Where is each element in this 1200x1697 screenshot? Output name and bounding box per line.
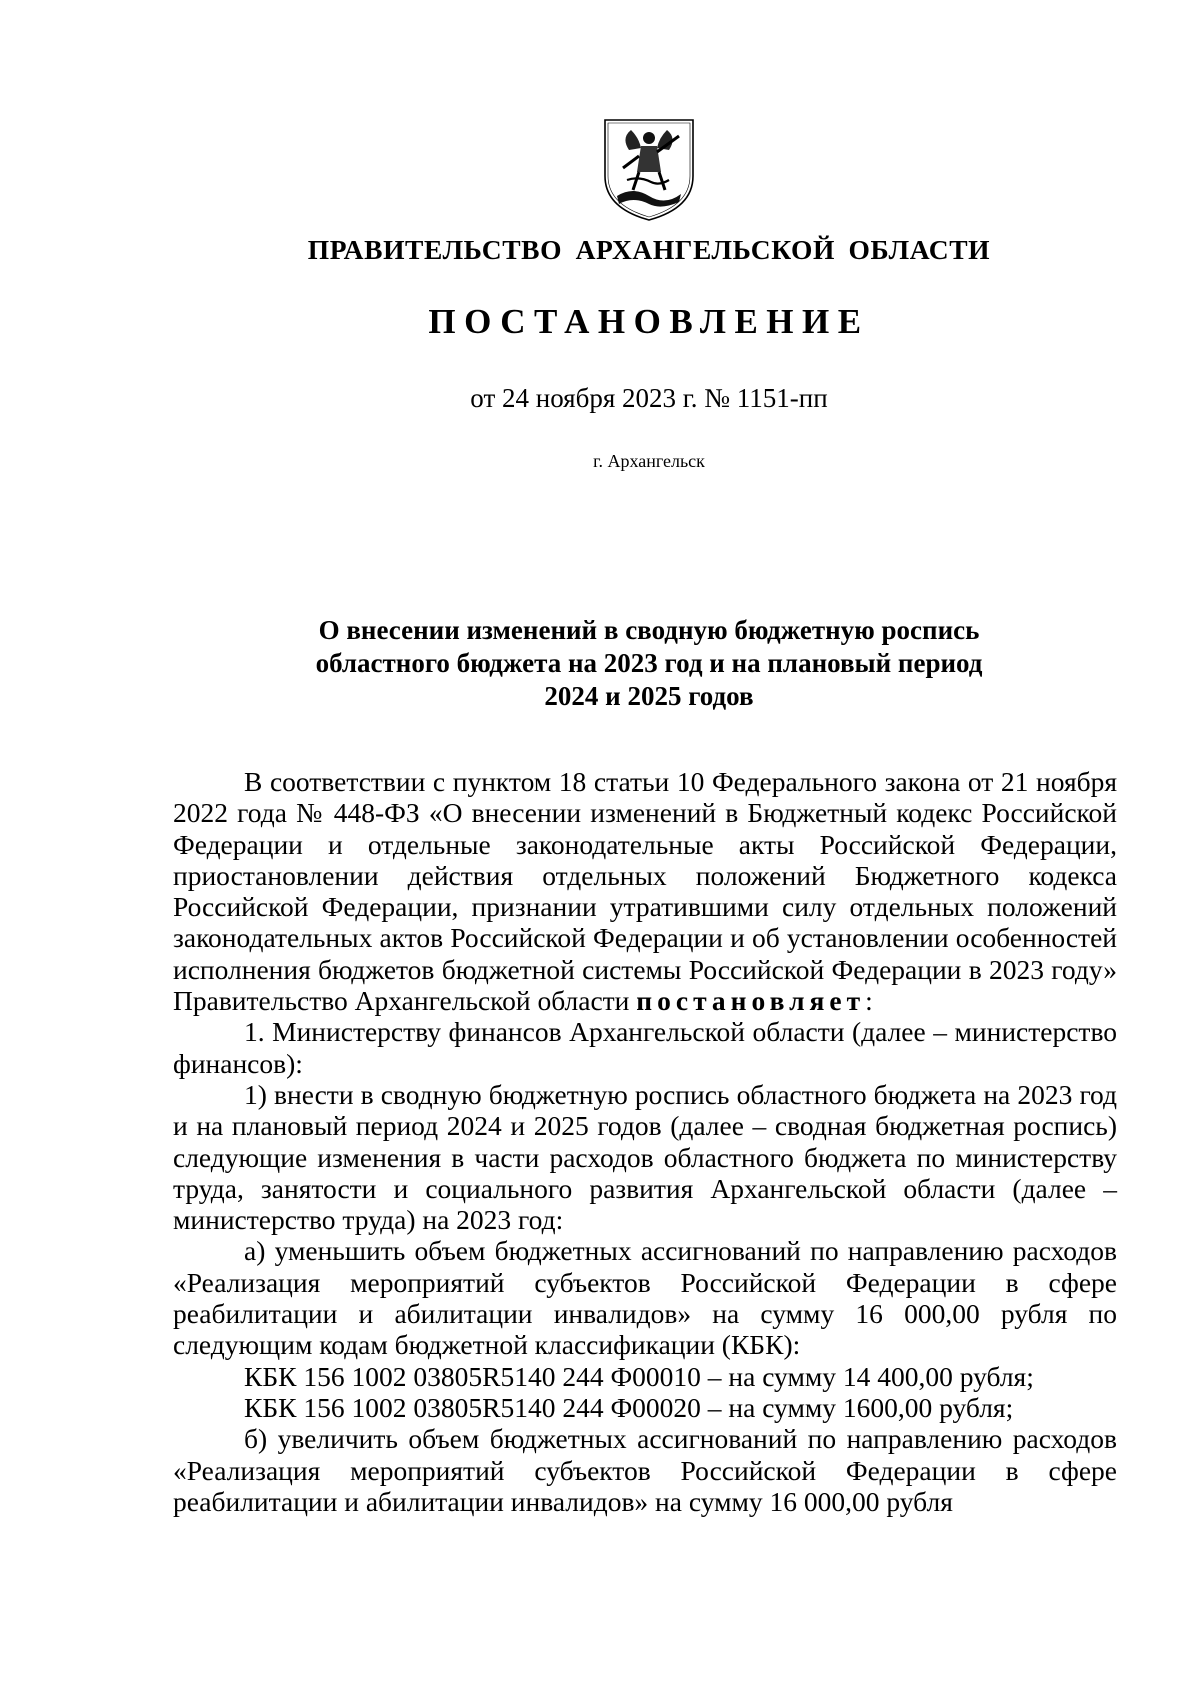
- document-subject: [0, 614, 1200, 713]
- resolves-colon: :: [865, 985, 873, 1017]
- paragraph-item-a: а) уменьшить объем бюджетных ассигнований по направлению расходов «Реализация мероприятий субъектов Российской Федерации в сфере реабилитации и абилитации инвалидов» на сумму 16 000,00 рубля по следующим кодам бюджетной классификации (КБК):: [173, 1235, 1117, 1361]
- document-date-number: от 24 ноября 2023 г. № 1151-пп: [470, 383, 828, 413]
- preamble-text: В соответствии с пунктом 18 статьи 10 Федерального закона от 21 ноября 2022 года № 448-ФЗ «О внесении изменений в Бюджетный кодекс Российской Федерации и отдельные законодательные акты Российской Федерации, приостановлении действия отдельных положений Бюджетного кодекса Российской Федерации, признании утратившими силу отдельных положений законодательных актов Российской Федерации и об установлении особенностей исполнения бюджетов бюджетной системы Российской Федерации в 2023 году» Правительство Архангельской области: [173, 766, 1117, 1017]
- document-type: ПОСТАНОВЛЕНИЕ: [428, 302, 870, 341]
- preamble-paragraph: [173, 766, 1117, 1016]
- document-body: [173, 766, 1117, 1517]
- paragraph-item-1: 1. Министерству финансов Архангельской области (далее – министерство финансов):: [173, 1016, 1117, 1079]
- resolves-word: постановляет: [636, 985, 866, 1017]
- subject-line: О внесении изменений в сводную бюджетную роспись: [318, 615, 980, 645]
- archangel-coat-of-arms-icon: [599, 116, 699, 224]
- subject-line: 2024 и 2025 годов: [544, 681, 754, 711]
- organization-title: ПРАВИТЕЛЬСТВО АРХАНГЕЛЬСКОЙ ОБЛАСТИ: [307, 234, 991, 265]
- paragraph-item-b: б) увеличить объем бюджетных ассигнований по направлению расходов «Реализация мероприятий субъектов Российской Федерации в сфере реабилитации и абилитации инвалидов» на сумму 16 000,00 рубля: [173, 1423, 1117, 1517]
- paragraph-item-1-1: 1) внести в сводную бюджетную роспись областного бюджета на 2023 год и на плановый период 2024 и 2025 годов (далее – сводная бюджетная роспись) следующие изменения в части расходов областного бюджета по министерству труда, занятости и социального развития Архангельской области (далее – министерство труда) на 2023 год:: [173, 1078, 1117, 1236]
- document-city: г. Архангельск: [593, 451, 705, 471]
- paragraph-kbk-2: КБК 156 1002 03805R5140 244 Ф00020 – на сумму 1600,00 рубля;: [244, 1391, 1014, 1423]
- paragraph-kbk-1: КБК 156 1002 03805R5140 244 Ф00010 – на сумму 14 400,00 рубля;: [244, 1360, 1034, 1392]
- subject-line: областного бюджета на 2023 год и на плановый период: [315, 648, 983, 678]
